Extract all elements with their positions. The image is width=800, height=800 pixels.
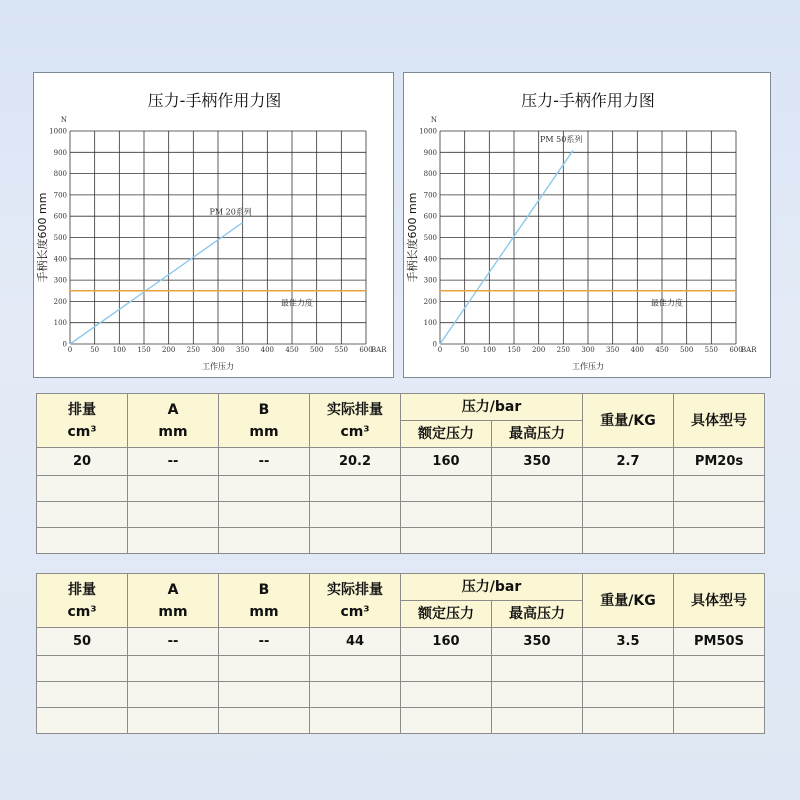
x-tick-label: 350	[235, 346, 250, 354]
cell-model: PM50S	[674, 628, 765, 656]
empty-row	[37, 502, 765, 528]
x-tick-label: 400	[260, 346, 275, 354]
x-tick-label: 100	[112, 346, 127, 354]
spec-table-pm50	[36, 573, 765, 734]
y-tick-label: 800	[53, 170, 67, 179]
x-tick-label: 150	[137, 346, 151, 354]
y-tick-label: 300	[423, 276, 437, 285]
x-tick-label: 500	[309, 346, 324, 354]
header-actual-displacement: 实际排量 cm³	[310, 574, 401, 628]
y-tick-label: 200	[53, 297, 67, 306]
x-tick-label: 500	[679, 346, 694, 354]
header-max-pressure: 最高压力	[492, 601, 583, 628]
y-tick-label: 500	[423, 234, 437, 242]
header-pressure: 压力/bar	[401, 574, 583, 601]
cell-actual: 20.2	[310, 448, 401, 476]
y-tick-label: 800	[423, 170, 437, 179]
cell-max: 350	[492, 628, 583, 656]
chart-panel-pm50	[403, 72, 771, 378]
chart-panel-pm20	[33, 72, 394, 378]
empty-row	[37, 656, 765, 682]
y-tick-label: 100	[53, 319, 67, 328]
table-row	[37, 448, 765, 476]
cell-rated: 160	[401, 448, 492, 476]
cell-a: --	[128, 448, 219, 476]
x-tick-label: 0	[67, 346, 73, 354]
x-tick-label: 550	[704, 346, 719, 354]
x-tick-label: 150	[507, 346, 521, 354]
spec-table-pm20	[36, 393, 765, 554]
y-tick-label: 0	[432, 340, 437, 349]
header-actual-displacement: 实际排量 cm³	[310, 394, 401, 448]
y-unit-label: N	[430, 116, 437, 124]
empty-row	[37, 682, 765, 708]
cell-displacement: 20	[37, 448, 128, 476]
header-max-pressure: 最高压力	[492, 421, 583, 448]
y-tick-label: 400	[423, 255, 437, 264]
header-displacement: 排量 cm³	[37, 394, 128, 448]
y-tick-label: 400	[53, 255, 67, 264]
header-weight: 重量/KG	[583, 394, 674, 448]
cell-weight: 2.7	[583, 448, 674, 476]
header-pressure: 压力/bar	[401, 394, 583, 421]
chart-title: 压力-手柄作用力图	[147, 91, 282, 110]
x-tick-label: 600	[359, 346, 373, 354]
header-b: B mm	[219, 574, 310, 628]
empty-row	[37, 476, 765, 502]
cell-model: PM20s	[674, 448, 765, 476]
header-model: 具体型号	[674, 394, 765, 448]
y-tick-label: 600	[53, 212, 67, 221]
x-tick-label: 450	[655, 346, 669, 354]
series-label-optimal-force: 最佳力度	[650, 298, 683, 308]
x-tick-label: 50	[460, 346, 470, 354]
empty-row	[37, 708, 765, 734]
header-b: B mm	[219, 394, 310, 448]
x-axis-label: 工作压力	[572, 362, 604, 371]
y-unit-label: N	[60, 116, 67, 124]
series-label-pm: PM 50系列	[540, 135, 583, 145]
x-unit-label: BAR	[741, 346, 757, 354]
chart-title: 压力-手柄作用力图	[521, 91, 655, 110]
series-line-pm	[440, 150, 573, 344]
cell-rated: 160	[401, 628, 492, 656]
x-tick-label: 0	[437, 346, 443, 354]
series-line-pm	[70, 223, 243, 344]
y-tick-label: 1000	[419, 127, 437, 136]
x-tick-label: 250	[556, 346, 571, 354]
x-tick-label: 300	[211, 346, 225, 354]
x-tick-label: 200	[161, 346, 176, 354]
y-axis-label: 手柄长度600 mm	[406, 192, 419, 283]
x-tick-label: 100	[482, 346, 497, 354]
cell-b: --	[219, 448, 310, 476]
x-tick-label: 200	[531, 346, 546, 354]
y-tick-label: 600	[423, 212, 437, 221]
pressure-force-chart-pm20	[34, 73, 395, 379]
y-tick-label: 900	[423, 148, 437, 157]
x-tick-label: 300	[581, 346, 595, 354]
cell-displacement: 50	[37, 628, 128, 656]
pressure-force-chart-pm50	[404, 73, 772, 379]
cell-a: --	[128, 628, 219, 656]
y-tick-label: 900	[53, 148, 67, 157]
table-row	[37, 628, 765, 656]
y-tick-label: 700	[53, 191, 67, 200]
cell-weight: 3.5	[583, 628, 674, 656]
y-tick-label: 200	[423, 297, 437, 306]
cell-b: --	[219, 628, 310, 656]
y-tick-label: 300	[53, 276, 67, 285]
y-tick-label: 100	[423, 319, 437, 328]
y-tick-label: 0	[62, 340, 67, 349]
x-tick-label: 400	[630, 346, 645, 354]
x-tick-label: 250	[186, 346, 201, 354]
header-rated-pressure: 额定压力	[401, 601, 492, 628]
x-tick-label: 450	[285, 346, 299, 354]
x-tick-label: 350	[605, 346, 620, 354]
header-weight: 重量/KG	[583, 574, 674, 628]
y-tick-label: 1000	[49, 127, 67, 136]
x-tick-label: 600	[729, 346, 743, 354]
y-tick-label: 500	[53, 234, 67, 242]
header-a: A mm	[128, 574, 219, 628]
x-tick-label: 550	[334, 346, 349, 354]
header-rated-pressure: 额定压力	[401, 421, 492, 448]
header-model: 具体型号	[674, 574, 765, 628]
y-axis-label: 手柄长度600 mm	[36, 192, 49, 283]
x-tick-label: 50	[90, 346, 100, 354]
header-a: A mm	[128, 394, 219, 448]
series-label-optimal-force: 最佳力度	[280, 298, 313, 308]
x-axis-label: 工作压力	[202, 362, 234, 371]
cell-actual: 44	[310, 628, 401, 656]
y-tick-label: 700	[423, 191, 437, 200]
x-unit-label: BAR	[371, 346, 387, 354]
series-label-pm: PM 20系列	[209, 207, 252, 217]
empty-row	[37, 528, 765, 554]
header-displacement: 排量 cm³	[37, 574, 128, 628]
cell-max: 350	[492, 448, 583, 476]
